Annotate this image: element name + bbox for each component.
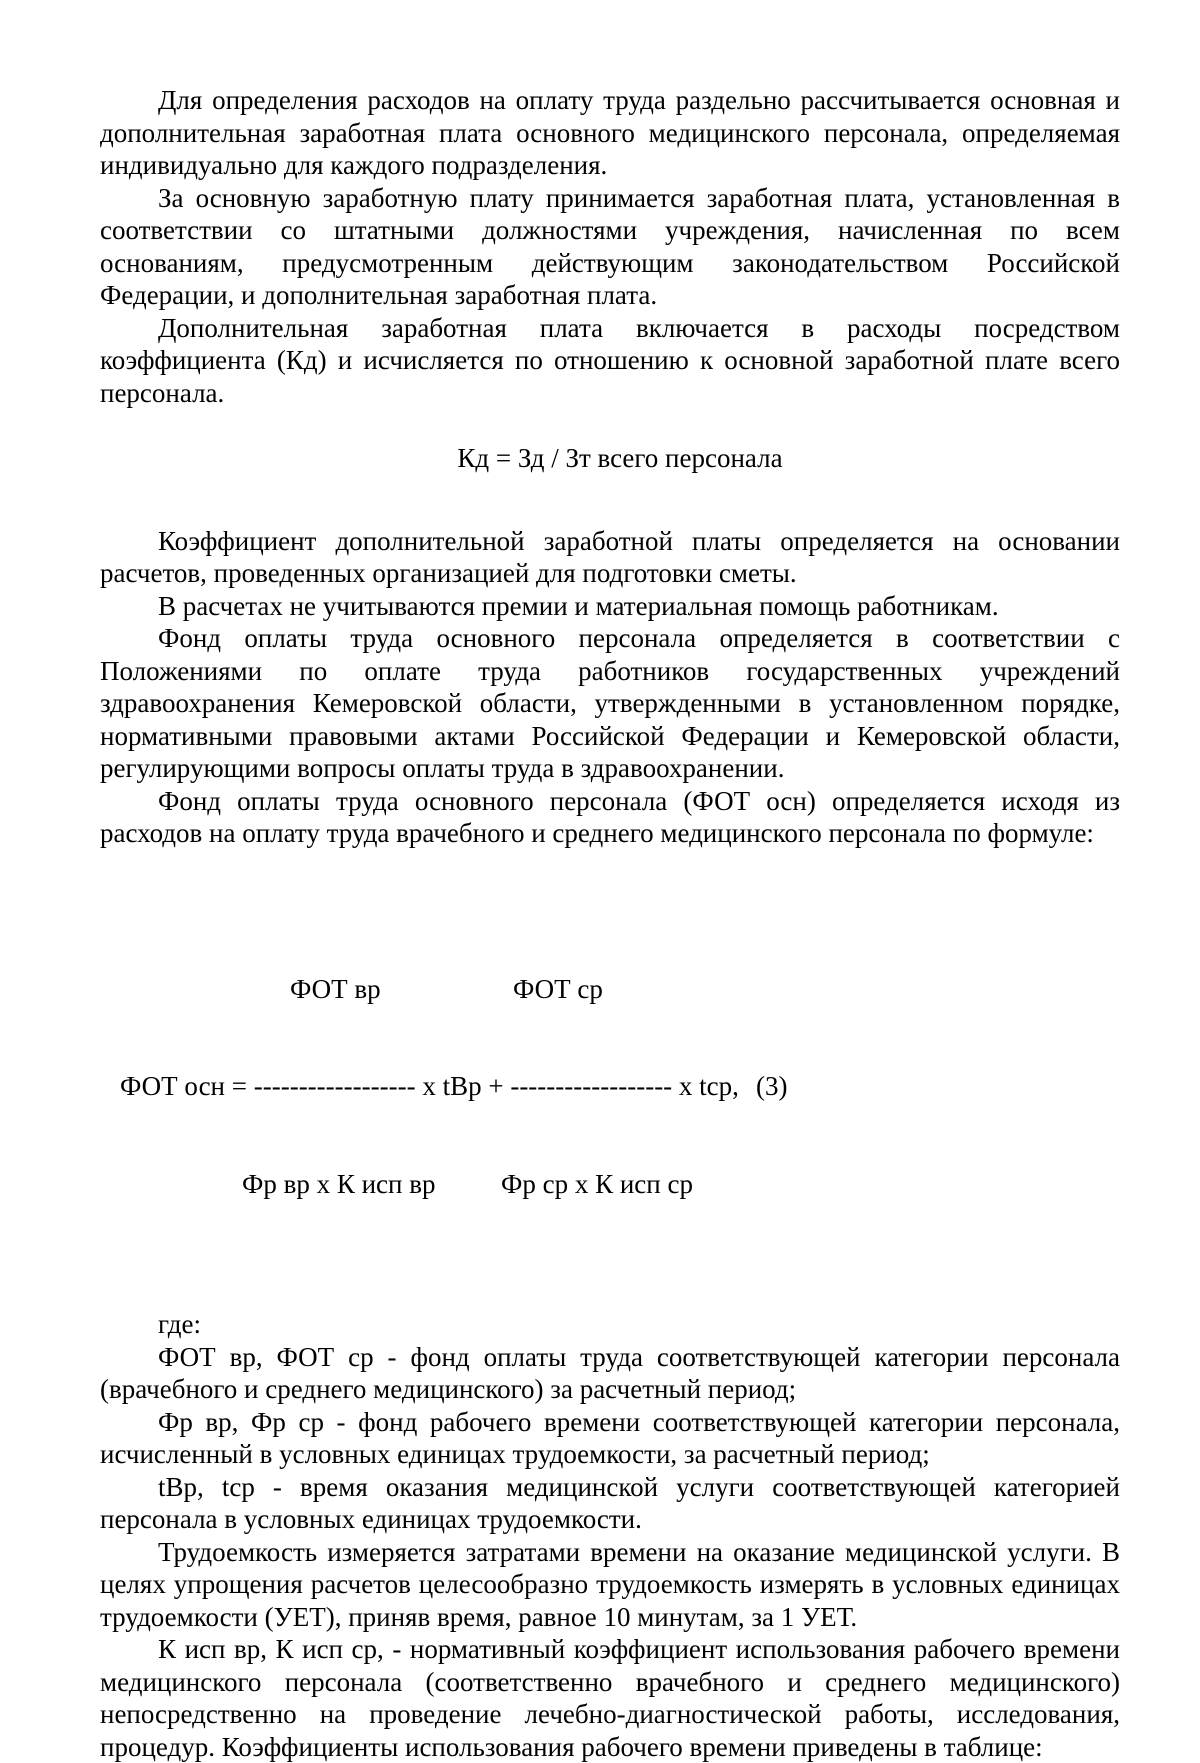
- formula-fot: [100, 908, 1120, 1266]
- formula-denominator-1: Фр вр х К исп вр: [242, 1168, 436, 1199]
- paragraph-additional-salary: Дополнительная заработная плата включается в расходы посредством коэффициента (Кд) и исчисляется по отношению к основной заработной плате всего персонала.: [100, 312, 1120, 408]
- document-page: [100, 84, 1120, 1763]
- formula-lhs: ФОТ осн =: [120, 1071, 254, 1101]
- formula-numerator-1: ФОТ вр: [290, 973, 381, 1004]
- definition-labor-intensity: Трудоемкость измеряется затратами времени на оказание медицинской услуги. В целях упрощения расчетов целесообразно трудоемкость измерять в условных единицах трудоемкости (УЕТ), приняв время, равное 10 минутам, за 1 УЕТ.: [100, 1536, 1120, 1632]
- paragraph-fund-formula-intro: Фонд оплаты труда основного персонала (ФОТ осн) определяется исходя из расходов на оплату труда врачебного и среднего медицинского персонала по формуле:: [100, 785, 1120, 848]
- formula-fraction-bar-2: ------------------: [510, 1071, 673, 1101]
- formula-kd: Кд = Зд / Зт всего персонала: [457, 443, 783, 473]
- paragraph-salary-split: Для определения расходов на оплату труда раздельно рассчитывается основная и дополнительная заработная плата основного медицинского персонала, определяемая индивидуально для каждого подразделения.: [100, 85, 1120, 180]
- where-label: где:: [158, 1309, 201, 1339]
- formula-denominator-2: Фр ср х К исп ср: [501, 1168, 693, 1199]
- formula-term-1: х tВр +: [415, 1071, 511, 1101]
- definition-fr: Фр вр, Фр ср - фонд рабочего времени соответствующей категории персонала, исчисленный в условных единицах трудоемкости, за расчетный период;: [100, 1406, 1120, 1469]
- formula-term-2: х tср,: [672, 1071, 739, 1101]
- paragraph-fund-regulations: Фонд оплаты труда основного персонала определяется в соответствии с Положениями по оплате труда работников государственных учреждений здравоохранения Кемеровской области, утвержденными в установленном порядке, нормативными правовыми актами Российской Федерации и Кемеровской области, регулирующими вопросы оплаты труда в здравоохранении.: [100, 623, 1120, 783]
- paragraph-coefficient: Коэффициент дополнительной заработной платы определяется на основании расчетов, проведенных организацией для подготовки сметы.: [100, 525, 1120, 588]
- paragraph-exclusions: В расчетах не учитываются премии и материальная помощь работникам.: [158, 590, 999, 621]
- definition-t: tВр, tср - время оказания медицинской услуги соответствующей категорией персонала в условных единицах трудоемкости.: [100, 1471, 1120, 1534]
- paragraph-base-salary: За основную заработную плату принимается заработная плата, установленная в соответствии со штатными должностями учреждения, начисленная по всем основаниям, предусмотренным действующим законодательством Российской Федерации, и дополнительная заработная плата.: [100, 182, 1120, 310]
- formula-number: (3): [756, 1071, 788, 1101]
- definition-fot: ФОТ вр, ФОТ ср - фонд оплаты труда соответствующей категории персонала (врачебного и среднего медицинского) за расчетный период;: [100, 1341, 1120, 1404]
- formula-numerator-2: ФОТ ср: [513, 973, 603, 1004]
- formula-fraction-bar-1: ------------------: [253, 1071, 416, 1101]
- definition-k-isp: К исп вр, К исп ср, - нормативный коэффициент использования рабочего времени медицинского персонала (соответственно врачебного и среднего медицинского) непосредственно на проведение лечебно-диагностической работы, исследования, процедур. Коэффициенты использования рабочего времени приведены в таблице:: [100, 1634, 1120, 1762]
